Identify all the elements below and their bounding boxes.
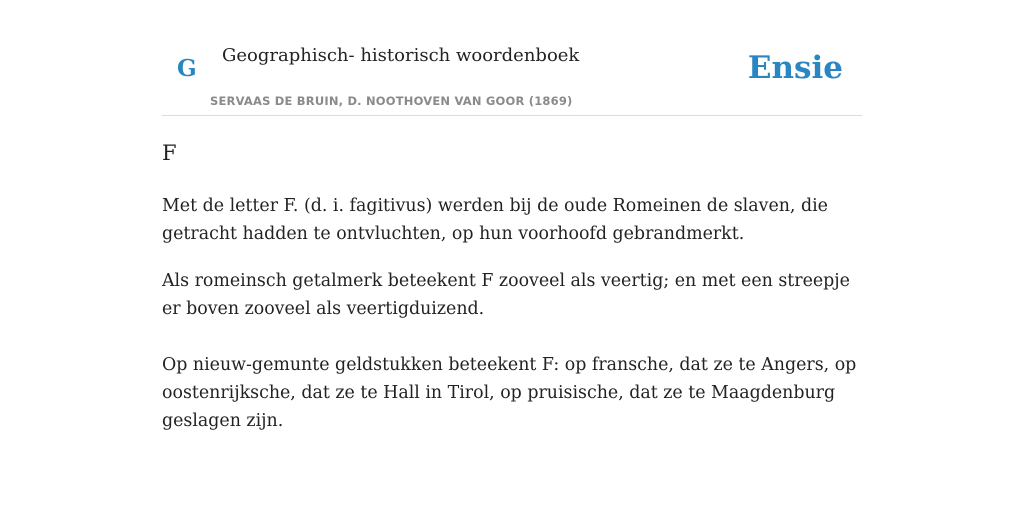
book-title-link[interactable]: Geographisch- historisch woordenboek [222, 45, 580, 66]
entry-paragraph: Als romeinsch getalmerk beteekent F zooveel als veertig; en met een streepje er boven zooveel als veertigduizend. [162, 271, 850, 319]
book-authors: SERVAAS DE BRUIN, D. NOOTHOVEN VAN GOOR (1869) [210, 94, 573, 108]
entry-title: F [162, 141, 177, 165]
book-letter-icon[interactable]: G [177, 55, 197, 82]
entry-paragraph: Op nieuw-gemunte geldstukken beteekent F: op fransche, dat ze te Angers, op oostenrijksche, dat ze te Hall in Tirol, op pruisische, dat ze te Maagdenburg geslagen zijn. [162, 355, 857, 431]
header [162, 0, 862, 116]
ensie-logo[interactable]: Ensie [747, 50, 843, 86]
entry-paragraph: Met de letter F. (d. i. fagitivus) werden bij de oude Romeinen de slaven, die getracht hadden te ontvluchten, op hun voorhoofd gebrandmerkt. [162, 196, 828, 244]
page [162, 0, 862, 431]
